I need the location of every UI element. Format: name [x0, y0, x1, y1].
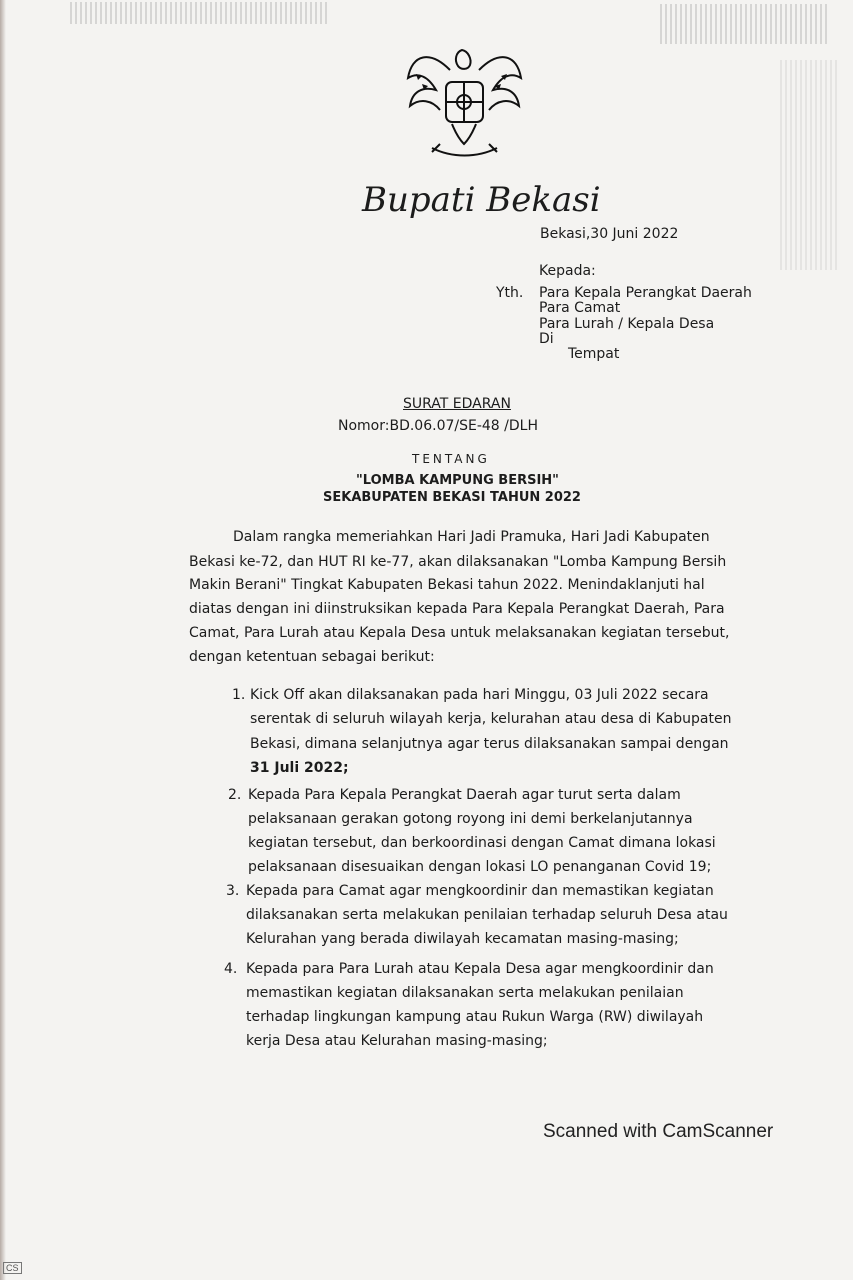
document-type: SURAT EDARAN	[403, 396, 511, 412]
list-item-line: pelaksanaan gerakan gotong royong ini demi berkelanjutannya	[248, 811, 693, 827]
letterhead-title: Bupati Bekasi	[362, 180, 601, 220]
address-line-5: Tempat	[568, 346, 620, 362]
list-item-line: kerja Desa atau Kelurahan masing-masing;	[246, 1033, 548, 1049]
list-item-line: serentak di seluruh wilayah kerja, kelurahan atau desa di Kabupaten	[250, 711, 732, 727]
list-item-line: Kepada para Camat agar mengkoordinir dan memastikan kegiatan	[246, 883, 714, 899]
letter-date: Bekasi,30 Juni 2022	[540, 226, 679, 242]
paragraph-line: diatas dengan ini diinstruksikan kepada Para Kepala Perangkat Daerah, Para	[189, 601, 725, 617]
paragraph-line: Bekasi ke-72, dan HUT RI ke-77, akan dilaksanakan "Lomba Kampung Bersih	[189, 554, 727, 570]
list-item-line: memastikan kegiatan dilaksanakan serta melakukan penilaian	[246, 985, 684, 1001]
subject-line-2: SEKABUPATEN BEKASI TAHUN 2022	[323, 490, 581, 505]
paragraph-line: Camat, Para Lurah atau Kepala Desa untuk melaksanakan kegiatan tersebut,	[189, 625, 730, 641]
list-item-number: 2.	[228, 787, 242, 803]
camscanner-badge-icon: CS	[3, 1262, 22, 1274]
tentang-label: TENTANG	[412, 452, 490, 466]
list-item-number: 4.	[224, 961, 238, 977]
address-line-4: Di	[539, 331, 554, 347]
list-item-number: 1.	[232, 687, 246, 703]
camscanner-watermark: Scanned with CamScanner	[543, 1121, 774, 1142]
address-line-2: Para Camat	[539, 300, 621, 316]
address-line-3: Para Lurah / Kepala Desa	[539, 316, 715, 332]
list-item-line: pelaksanaan disesuaikan dengan lokasi LO penanganan Covid 19;	[248, 859, 712, 875]
list-item-line: Kick Off akan dilaksanakan pada hari Minggu, 03 Juli 2022 secara	[250, 687, 709, 703]
list-item-line: Kelurahan yang berada diwilayah kecamatan masing-masing;	[246, 931, 679, 947]
scan-edge-shadow	[0, 0, 6, 1280]
list-item-line: Kepada para Para Lurah atau Kepala Desa agar mengkoordinir dan	[246, 961, 714, 977]
paragraph-line: dengan ketentuan sebagai berikut:	[189, 649, 435, 665]
list-item-line: terhadap lingkungan kampung atau Rukun Warga (RW) diwilayah	[246, 1009, 704, 1025]
document-number: Nomor:BD.06.07/SE-48 /DLH	[338, 418, 538, 434]
scan-noise-top-right	[660, 4, 830, 44]
address-kepada: Kepada:	[539, 263, 596, 279]
list-item-line: 31 Juli 2022;	[250, 760, 349, 776]
address-yth: Yth.	[496, 285, 524, 301]
scan-noise-top-left	[70, 2, 330, 24]
garuda-emblem-icon	[402, 40, 527, 170]
scan-noise-right	[780, 60, 840, 270]
list-item-line: Kepada Para Kepala Perangkat Daerah agar turut serta dalam	[248, 787, 681, 803]
list-item-line: kegiatan tersebut, dan berkoordinasi dengan Camat dimana lokasi	[248, 835, 716, 851]
list-item-line: dilaksanakan serta melakukan penilaian terhadap seluruh Desa atau	[246, 907, 728, 923]
paragraph-line: Dalam rangka memeriahkan Hari Jadi Pramuka, Hari Jadi Kabupaten	[233, 529, 710, 545]
address-line-1: Para Kepala Perangkat Daerah	[539, 285, 752, 301]
list-item-number: 3.	[226, 883, 240, 899]
subject-line-1: "LOMBA KAMPUNG BERSIH"	[356, 473, 559, 488]
paragraph-line: Makin Berani" Tingkat Kabupaten Bekasi tahun 2022. Menindaklanjuti hal	[189, 577, 705, 593]
list-item-line: Bekasi, dimana selanjutnya agar terus dilaksanakan sampai dengan	[250, 736, 729, 752]
